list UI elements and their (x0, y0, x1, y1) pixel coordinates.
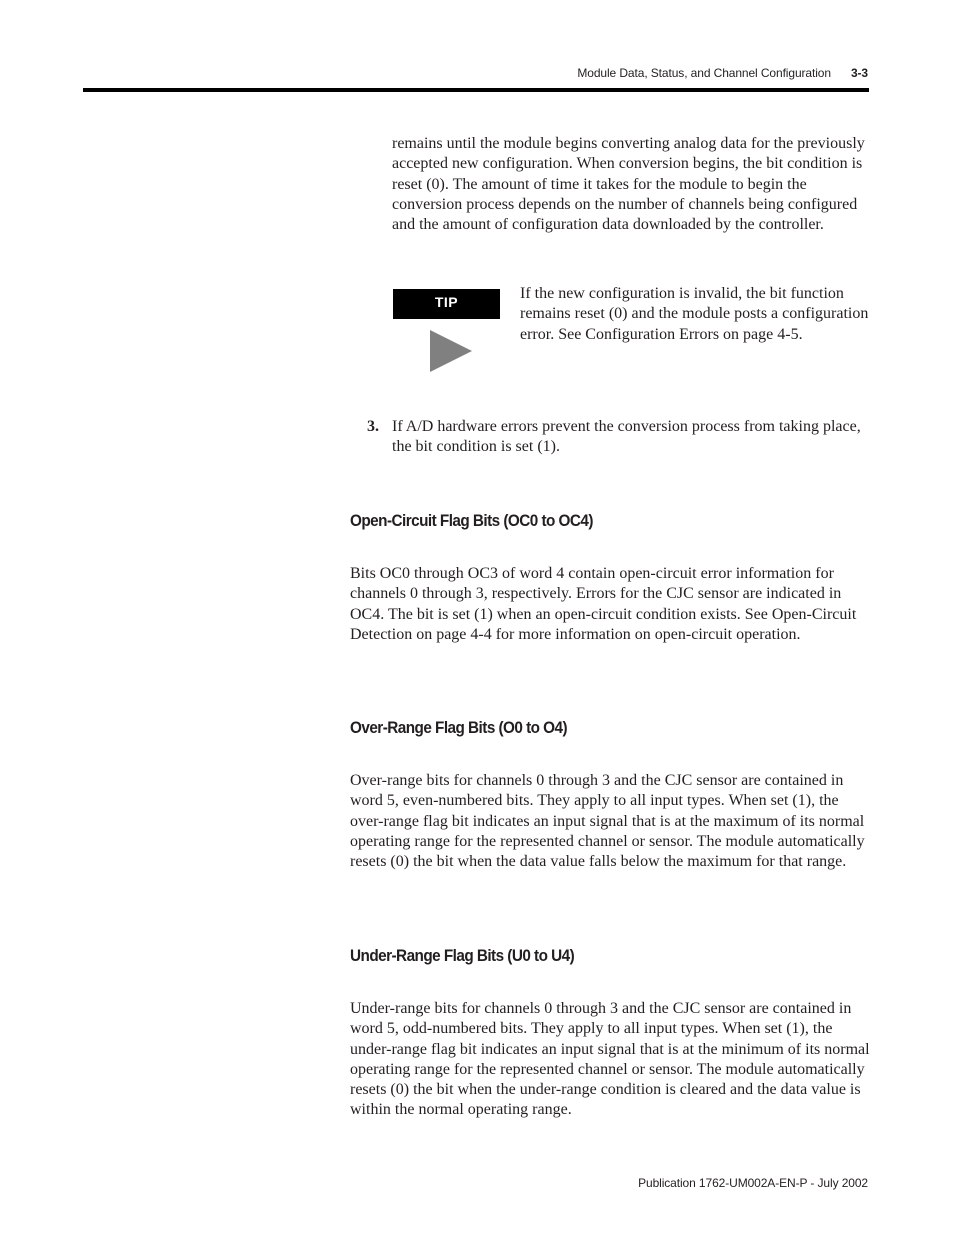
header-page-number: 3-3 (850, 66, 868, 80)
running-header (577, 66, 868, 80)
heading-under-range: Under-Range Flag Bits (U0 to U4) (350, 946, 575, 965)
over-range-paragraph: Over-range bits for channels 0 through 3 and the CJC sensor are contained in word 5, even-numbered bits. They apply to all input types. When set (1), the over-range flag bit indicates an input signal that is at the maximum of its normal operating range for the represented channel or sensor. The module automatically resets (0) the bit when the data value falls below the maximum for that range. (350, 772, 865, 871)
tip-arrow-icon (430, 330, 472, 372)
heading-open-circuit: Open-Circuit Flag Bits (OC0 to OC4) (350, 511, 593, 530)
open-circuit-paragraph: Bits OC0 through OC3 of word 4 contain open-circuit error information for channels 0 through 3, respectively. Errors for the CJC sensor are indicated in OC4. The bit is set (1) when an open-circuit condition exists. See Open-Circuit Detection on page 4-4 for more information on open-circuit operation. (350, 565, 857, 643)
footer-publication: Publication 1762-UM002A-EN-P - July 2002 (638, 1176, 868, 1190)
continuation-paragraph: remains until the module begins converting analog data for the previously accepted new configuration. When conversion begins, the bit condition is reset (0). The amount of time it takes for the module to begin the conversion process depends on the number of channels being configured and the amount of configuration data downloaded by the controller. (392, 135, 865, 234)
heading-over-range: Over-Range Flag Bits (O0 to O4) (350, 718, 568, 737)
under-range-paragraph: Under-range bits for channels 0 through 3 and the CJC sensor are contained in word 5, odd-numbered bits. They apply to all input types. When set (1), the under-range flag bit indicates an input signal that is at the minimum of its normal operating range for the represented channel or sensor. The module automatically resets (0) the bit when the under-range condition is cleared and the data value is within the normal operating range. (350, 1000, 870, 1119)
tip-label: TIP (393, 289, 500, 319)
tip-text: If the new configuration is invalid, the bit function remains reset (0) and the module posts a configuration error. See Configuration Errors on page 4-5. (520, 285, 869, 343)
step-3-text: If A/D hardware errors prevent the conversion process from taking place, the bit condition is set (1). (392, 418, 861, 456)
header-section-title: Module Data, Status, and Channel Configuration (577, 66, 831, 80)
step-3-number: 3. (367, 418, 379, 435)
header-rule (83, 88, 869, 92)
